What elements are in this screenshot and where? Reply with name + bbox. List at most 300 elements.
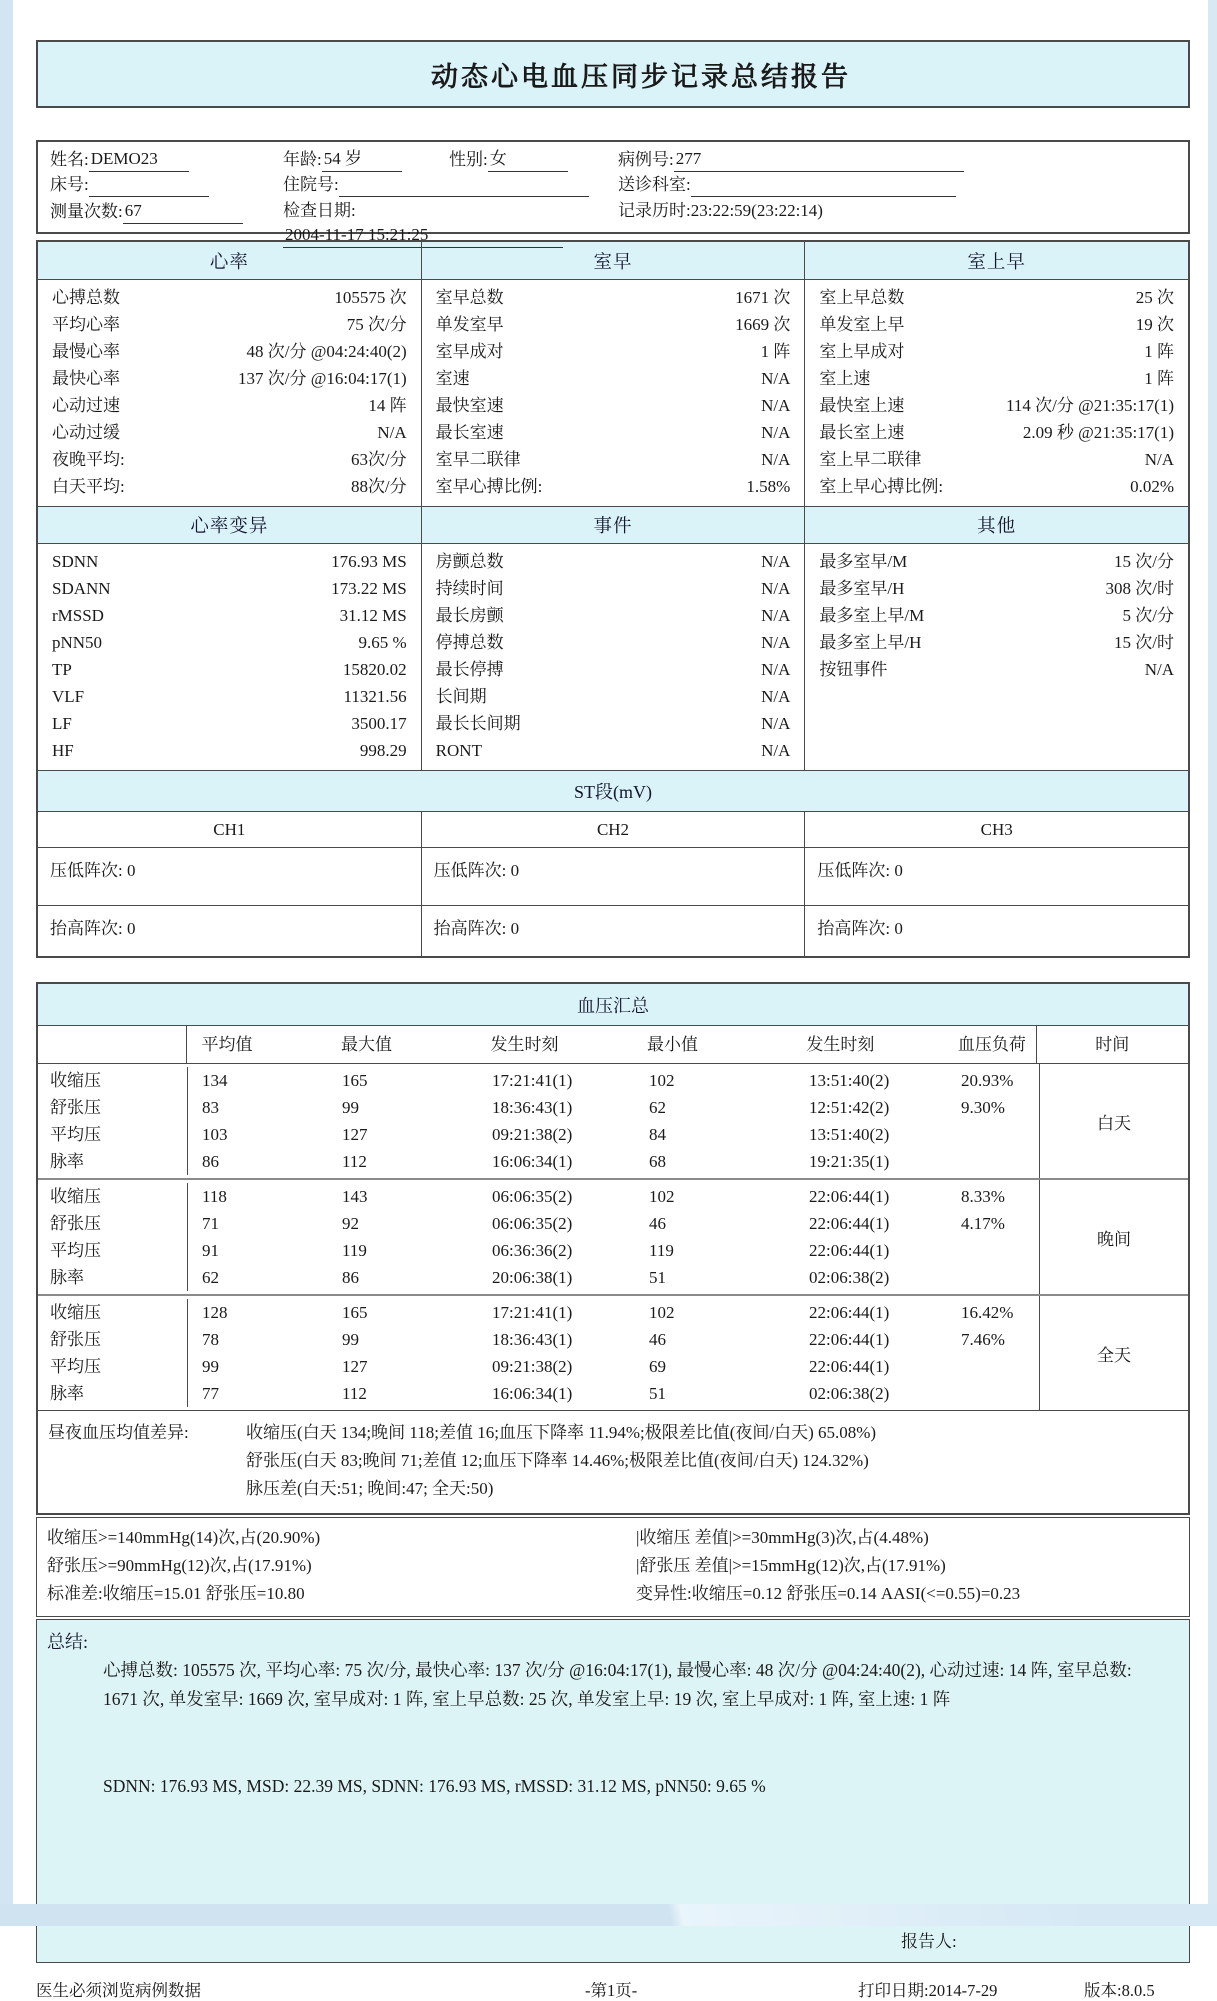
bp-header-max-time: 发生时刻 [490, 1035, 559, 1054]
stat-row [38, 284, 421, 311]
stat-row [422, 683, 805, 710]
stat-value: N/A [761, 606, 791, 625]
stat-row [422, 575, 805, 602]
stat-label: SDNN [52, 552, 99, 571]
bp-stat-std-deviation: 标准差:收缩压=15.01 舒张压=10.80 [47, 1584, 305, 1603]
stat-value: N/A [1144, 660, 1175, 679]
stat-value: 63次/分 [350, 450, 407, 469]
bp-min-time: 22:06:44(1) [809, 1303, 890, 1322]
bp-row-label: 舒张压 [38, 1210, 188, 1237]
stat-row [805, 338, 1188, 365]
summary-label: 总结: [47, 1632, 89, 1652]
bp-header-min: 最小值 [646, 1035, 698, 1054]
stat-value: 1671 次 [735, 288, 791, 307]
stat-row [38, 737, 421, 764]
bp-max: 86 [342, 1268, 359, 1287]
hr-section-title: 心率 [209, 252, 249, 273]
ch1-title: CH1 [213, 819, 246, 839]
stat-row [422, 446, 805, 473]
stat-row [38, 473, 421, 500]
bp-max: 127 [342, 1125, 368, 1144]
ch3-title: CH3 [804, 812, 1188, 847]
stat-row [805, 365, 1188, 392]
bp-row [38, 1148, 1039, 1175]
stat-row [422, 737, 805, 764]
bp-min-time: 02:06:38(2) [809, 1268, 890, 1287]
stat-row [422, 311, 805, 338]
bp-avg: 91 [202, 1241, 219, 1260]
bp-load [955, 1380, 1039, 1407]
stat-label: 持续时间 [435, 579, 504, 598]
stat-row [805, 629, 1188, 656]
stat-row [422, 548, 805, 575]
footer-version: 版本:8.0.5 [1084, 1981, 1155, 2000]
bp-load [955, 1237, 1039, 1264]
report-title-box [36, 40, 1190, 108]
bp-min-time: 22:06:44(1) [809, 1241, 890, 1260]
stat-row [422, 419, 805, 446]
bp-min-time: 02:06:38(2) [809, 1384, 890, 1403]
case-no-label: 病例号: [618, 150, 674, 169]
section-headers-1 [38, 242, 1188, 280]
stat-label: 按钮事件 [819, 660, 888, 679]
ch2-title: CH2 [421, 812, 805, 847]
bp-row [38, 1326, 1039, 1353]
bp-row [38, 1237, 1039, 1264]
stat-label: 最慢心率 [52, 342, 120, 361]
hr-section-body [38, 280, 421, 506]
stat-row [38, 311, 421, 338]
stat-label: 室上早成对 [819, 342, 905, 361]
admission-label: 住院号: [283, 175, 339, 194]
bp-max: 112 [342, 1384, 367, 1403]
stat-row [805, 392, 1188, 419]
bp-stat-variability: 变异性:收缩压=0.12 舒张压=0.14 AASI(<=0.55)=0.23 [636, 1584, 1021, 1603]
stat-value: 75 次/分 [346, 315, 407, 334]
bp-row-label: 脉率 [38, 1264, 188, 1291]
stat-label: TP [52, 660, 72, 679]
stat-value: N/A [761, 660, 791, 679]
patient-row-1 [38, 147, 1188, 173]
stat-row [38, 656, 421, 683]
bp-min: 62 [649, 1098, 666, 1117]
bp-load: 4.17% [961, 1214, 1005, 1233]
bp-avg: 77 [202, 1384, 219, 1403]
bp-max-time: 17:21:41(1) [492, 1303, 573, 1322]
name-label: 姓名: [50, 150, 89, 169]
stat-value: 114 次/分 @21:35:17(1) [1005, 396, 1175, 415]
bp-header-max: 最大值 [341, 1035, 393, 1054]
bp-load: 20.93% [961, 1071, 1014, 1090]
bp-min-time: 19:21:35(1) [809, 1152, 890, 1171]
bp-load: 7.46% [961, 1330, 1005, 1349]
stat-label: 室早成对 [435, 342, 504, 361]
ch3-depression: 压低阵次: 0 [804, 848, 1188, 905]
stat-row [422, 392, 805, 419]
admission-value [339, 177, 589, 197]
stat-label: 最多室上早/M [819, 606, 925, 625]
bp-max: 99 [342, 1098, 359, 1117]
events-section-title: 事件 [421, 507, 805, 543]
stat-row [38, 338, 421, 365]
section-bodies-1 [38, 280, 1188, 506]
stat-value: N/A [761, 450, 791, 469]
stat-value: 19 次 [1135, 315, 1175, 334]
bp-max: 99 [342, 1330, 359, 1349]
bp-stat-systolic-threshold: 收缩压>=140mmHg(14)次,占(20.90%) [47, 1528, 321, 1547]
stat-label: pNN50 [52, 633, 103, 652]
bp-stat-systolic-delta: |收缩压 差值|>=30mmHg(3)次,占(4.48%) [636, 1528, 929, 1547]
ch2-depression: 压低阵次: 0 [421, 848, 805, 905]
stat-row [422, 629, 805, 656]
stat-row [805, 446, 1188, 473]
bp-max-time: 17:21:41(1) [492, 1071, 573, 1090]
stat-row [805, 473, 1188, 500]
bp-avg: 78 [202, 1330, 219, 1349]
footer-page-number: -第1页- [585, 1981, 638, 2000]
stat-value: N/A [761, 714, 791, 733]
stat-label: 室上速 [819, 369, 871, 388]
stat-value: 1 阵 [760, 342, 791, 361]
case-no-value: 277 [674, 147, 964, 172]
bp-diff-label: 昼夜血压均值差异: [48, 1423, 189, 1442]
stat-label: 室上早总数 [819, 288, 905, 307]
stat-row [38, 392, 421, 419]
stat-row [38, 602, 421, 629]
footer-print-date: 打印日期:2014-7-29 [858, 1981, 998, 2000]
referral-label: 送诊科室: [618, 175, 691, 194]
bp-min-time: 22:06:44(1) [809, 1357, 890, 1376]
bp-avg: 86 [202, 1152, 219, 1171]
report-page [36, 0, 1190, 2001]
stat-value: 176.93 MS [331, 552, 407, 571]
stat-label: 停搏总数 [435, 633, 504, 652]
stat-row [38, 446, 421, 473]
stat-value: 105575 次 [334, 288, 407, 307]
stat-row [422, 473, 805, 500]
stat-label: 白天平均: [52, 477, 125, 496]
bp-header-min-time: 发生时刻 [806, 1035, 875, 1054]
stat-row [805, 284, 1188, 311]
bp-day-night-diff [38, 1410, 1188, 1513]
stat-label: 长间期 [435, 687, 487, 706]
bp-row [38, 1210, 1039, 1237]
stat-label: 最长长间期 [435, 714, 521, 733]
bp-load: 16.42% [961, 1303, 1014, 1322]
bp-group-day [38, 1064, 1188, 1178]
referral-value [691, 177, 956, 197]
gender-value: 女 [488, 147, 568, 172]
bp-diff-pulse-pressure: 脉压差(白天:51; 晚间:47; 全天:50) [246, 1479, 494, 1498]
stat-row [422, 602, 805, 629]
bp-avg: 128 [202, 1303, 228, 1322]
bp-avg: 99 [202, 1357, 219, 1376]
bp-min: 84 [649, 1125, 666, 1144]
stat-value: N/A [761, 687, 791, 706]
ecg-stats-table [36, 240, 1190, 958]
stat-label: 室早心搏比例: [435, 477, 543, 496]
bp-header-row [38, 1026, 1188, 1064]
stat-row [38, 548, 421, 575]
page-bottom-band [0, 1904, 1217, 1926]
stat-label: 心动过速 [52, 396, 120, 415]
bp-stats-box [36, 1517, 1190, 1617]
bp-row [38, 1353, 1039, 1380]
patient-info-box [36, 140, 1190, 244]
bp-row-label: 脉率 [38, 1148, 188, 1175]
stat-value: 5 次/分 [1122, 606, 1175, 625]
bp-row-label: 平均压 [38, 1237, 188, 1264]
stat-value: 15820.02 [342, 660, 407, 679]
ch1-elevation: 抬高阵次: 0 [50, 919, 136, 938]
duration-label: 记录历时: [618, 201, 691, 220]
stat-value: N/A [761, 741, 791, 760]
st-segment-banner: ST段(mV) [38, 770, 1188, 812]
pvc-section-title: 室早 [421, 242, 805, 279]
hrv-section-title: 心率变异 [190, 517, 269, 537]
bp-min: 102 [649, 1187, 675, 1206]
stat-row [422, 338, 805, 365]
bp-min-time: 13:51:40(2) [809, 1125, 890, 1144]
bp-max: 92 [342, 1214, 359, 1233]
stat-value: 3500.17 [351, 714, 407, 733]
stat-row [422, 656, 805, 683]
stat-value: 308 次/时 [1105, 579, 1175, 598]
bp-row-label: 脉率 [38, 1380, 188, 1407]
stat-value: 1.58% [746, 477, 791, 496]
ch3-elevation: 抬高阵次: 0 [804, 906, 1188, 956]
bp-avg: 134 [202, 1071, 228, 1090]
stat-row [422, 284, 805, 311]
bed-label: 床号: [50, 175, 89, 194]
stat-label: 最长房颤 [435, 606, 504, 625]
bp-max: 127 [342, 1357, 368, 1376]
bp-row-label: 收缩压 [38, 1183, 188, 1210]
bp-avg: 83 [202, 1098, 219, 1117]
stat-value: N/A [1144, 450, 1175, 469]
stat-value: 25 次 [1135, 288, 1175, 307]
bp-max: 143 [342, 1187, 368, 1206]
duration-value: 23:22:59(23:22:14) [690, 201, 823, 220]
bp-max: 112 [342, 1152, 367, 1171]
stat-value: 1 阵 [1144, 342, 1175, 361]
pvc-section-body [421, 280, 805, 506]
stat-row [38, 629, 421, 656]
bp-max-time: 16:06:34(1) [492, 1384, 573, 1403]
bp-period-night: 晚间 [1039, 1180, 1188, 1294]
report-title: 动态心电血压同步记录总结报告 [431, 61, 851, 92]
bp-max-time: 20:06:38(1) [492, 1268, 573, 1287]
sve-section-title: 室上早 [804, 242, 1188, 279]
stat-label: 心搏总数 [52, 288, 120, 307]
stat-label: 最长停搏 [435, 660, 504, 679]
bp-row-label: 舒张压 [38, 1094, 188, 1121]
stat-row [422, 710, 805, 737]
stat-label: 最多室早/H [819, 579, 905, 598]
bp-header-time: 时间 [1036, 1026, 1188, 1063]
page-margin-right [1208, 0, 1217, 1926]
stat-value: 1 阵 [1144, 369, 1175, 388]
st-channel-headers [38, 812, 1188, 848]
summary-text-1: 心搏总数: 105575 次, 平均心率: 75 次/分, 最快心率: 137 次/分 @16:04:17(1), 最慢心率: 48 次/分 @04:24:40(2), 心动过速: 14 阵, 室早总数: 1671 次, 单发室早: 1669 次, 室早成对: 1 阵, 室上早总数: 25 次, 单发室上早: 19 次, 室上早成对: 1 阵, 室上速: 1 阵 [103, 1660, 1132, 1709]
stat-row [38, 575, 421, 602]
name-value: DEMO23 [89, 147, 189, 172]
st-depression-row [38, 848, 1188, 906]
bp-min-time: 12:51:42(2) [809, 1098, 890, 1117]
stat-label: SDANN [52, 579, 111, 598]
bp-min: 51 [649, 1268, 666, 1287]
stat-value: 1669 次 [735, 315, 791, 334]
bp-diff-diastolic: 舒张压(白天 83;晚间 71;差值 12;血压下降率 14.46%;极限差比值(夜间/白天) 124.32%) [246, 1451, 869, 1470]
bp-avg: 62 [202, 1268, 219, 1287]
bp-min: 68 [649, 1152, 666, 1171]
stat-value: N/A [761, 423, 791, 442]
bp-min: 46 [649, 1330, 666, 1349]
stat-label: 房颤总数 [435, 552, 504, 571]
bp-row-label: 收缩压 [38, 1067, 188, 1094]
other-section-title: 其他 [804, 507, 1188, 543]
stat-row [805, 575, 1188, 602]
stat-label: 最长室上速 [819, 423, 905, 442]
bp-min: 102 [649, 1071, 675, 1090]
stat-label: 室速 [435, 369, 470, 388]
bp-row-label: 舒张压 [38, 1326, 188, 1353]
summary-text-2: SDNN: 176.93 MS, MSD: 22.39 MS, SDNN: 176.93 MS, rMSSD: 31.12 MS, pNN50: 9.65 % [103, 1776, 766, 1796]
stat-row [38, 365, 421, 392]
sve-section-body [804, 280, 1188, 506]
stat-row [805, 602, 1188, 629]
measure-value: 67 [123, 199, 243, 224]
section-bodies-2 [38, 544, 1188, 770]
stat-label: 室上早二联律 [819, 450, 922, 469]
stat-label: RONT [435, 741, 482, 760]
bp-max-time: 09:21:38(2) [492, 1357, 573, 1376]
stat-label: 最多室早/M [819, 552, 908, 571]
bp-min-time: 22:06:44(1) [809, 1330, 890, 1349]
stat-value: 31.12 MS [339, 606, 407, 625]
bp-stat-diastolic-delta: |舒张压 差值|>=15mmHg(12)次,占(17.91%) [636, 1556, 946, 1575]
bp-stat-diastolic-threshold: 舒张压>=90mmHg(12)次,占(17.91%) [47, 1556, 312, 1575]
bp-diff-systolic: 收缩压(白天 134;晚间 118;差值 16;血压下降率 11.94%;极限差比值(夜间/白天) 65.08%) [246, 1423, 877, 1442]
ch2-elevation: 抬高阵次: 0 [421, 906, 805, 956]
stat-value: N/A [761, 633, 791, 652]
bp-min-time: 22:06:44(1) [809, 1214, 890, 1233]
bp-max-time: 06:36:36(2) [492, 1241, 573, 1260]
stat-value: 173.22 MS [331, 579, 407, 598]
bp-summary-title: 血压汇总 [38, 984, 1188, 1026]
bp-summary-box [36, 982, 1190, 1515]
bp-row [38, 1183, 1039, 1210]
stat-label: 室早二联律 [435, 450, 521, 469]
bp-load: 8.33% [961, 1187, 1005, 1206]
bp-load [955, 1353, 1039, 1380]
stat-row [38, 683, 421, 710]
bp-min-time: 13:51:40(2) [809, 1071, 890, 1090]
bp-min: 119 [649, 1241, 674, 1260]
stat-value: 9.65 % [358, 633, 407, 652]
bp-row [38, 1299, 1039, 1326]
gender-label: 性别: [449, 150, 488, 169]
bp-header-load: 血压负荷 [957, 1035, 1026, 1054]
stat-label: LF [52, 714, 72, 733]
bp-max-time: 06:06:35(2) [492, 1187, 573, 1206]
patient-row-2 [38, 173, 1188, 199]
stat-value: 11321.56 [343, 687, 407, 706]
page-margin-left [0, 0, 13, 1926]
stat-value: 88次/分 [350, 477, 407, 496]
bp-row-label: 平均压 [38, 1121, 188, 1148]
age-value: 54 岁 [322, 147, 402, 172]
stat-label: 最快室速 [435, 396, 504, 415]
section-headers-2 [38, 506, 1188, 544]
bp-period-allday: 全天 [1039, 1296, 1188, 1410]
bed-value [89, 177, 209, 197]
exam-date-value: 2004-11-17 15:21:25 [283, 223, 563, 248]
stat-label: HF [52, 741, 74, 760]
stat-label: 室上早心搏比例: [819, 477, 944, 496]
stat-value: N/A [761, 552, 791, 571]
bp-row [38, 1121, 1039, 1148]
stat-label: 夜晚平均: [52, 450, 125, 469]
bp-load: 9.30% [961, 1098, 1005, 1117]
bp-max-time: 09:21:38(2) [492, 1125, 573, 1144]
bp-row [38, 1067, 1039, 1094]
stat-value: 0.02% [1130, 477, 1175, 496]
bp-avg: 103 [202, 1125, 228, 1144]
stat-value: N/A [761, 396, 791, 415]
reporter-label: 报告人: [901, 1932, 957, 1951]
stat-label: 心动过缓 [52, 423, 120, 442]
bp-row-label: 平均压 [38, 1353, 188, 1380]
stat-row [805, 419, 1188, 446]
measure-label: 测量次数: [50, 202, 123, 221]
bp-group-night [38, 1178, 1188, 1294]
bp-group-allday [38, 1294, 1188, 1410]
bp-min: 46 [649, 1214, 666, 1233]
ch1-depression: 压低阵次: 0 [50, 861, 136, 880]
stat-label: VLF [52, 687, 85, 706]
bp-max: 119 [342, 1241, 367, 1260]
bp-load [955, 1264, 1039, 1291]
stat-label: 单发室早 [435, 315, 504, 334]
stat-label: 室早总数 [435, 288, 504, 307]
stat-value: 137 次/分 @16:04:17(1) [238, 369, 407, 388]
bp-max-time: 18:36:43(1) [492, 1098, 573, 1117]
stat-value: N/A [761, 579, 791, 598]
stat-value: 48 次/分 @04:24:40(2) [246, 342, 407, 361]
hrv-section-body [38, 544, 421, 770]
footer-notice: 医生必须浏览病例数据 [36, 1981, 201, 2000]
bp-max-time: 06:06:35(2) [492, 1214, 573, 1233]
bp-header-avg: 平均值 [201, 1035, 253, 1054]
stat-label: 平均心率 [52, 315, 120, 334]
stat-row [38, 710, 421, 737]
bp-avg: 118 [202, 1187, 227, 1206]
stat-row [805, 656, 1188, 683]
stat-value: N/A [761, 369, 791, 388]
bp-load [955, 1148, 1039, 1175]
bp-load [955, 1121, 1039, 1148]
age-label: 年龄: [283, 150, 322, 169]
stat-value: 15 次/时 [1114, 633, 1175, 652]
exam-date-label: 检查日期: [283, 201, 356, 220]
stat-label: 最快室上速 [819, 396, 905, 415]
bp-row [38, 1264, 1039, 1291]
stat-label: rMSSD [52, 606, 104, 625]
stat-label: 最快心率 [52, 369, 120, 388]
bp-min: 51 [649, 1384, 666, 1403]
bp-row-label: 收缩压 [38, 1299, 188, 1326]
